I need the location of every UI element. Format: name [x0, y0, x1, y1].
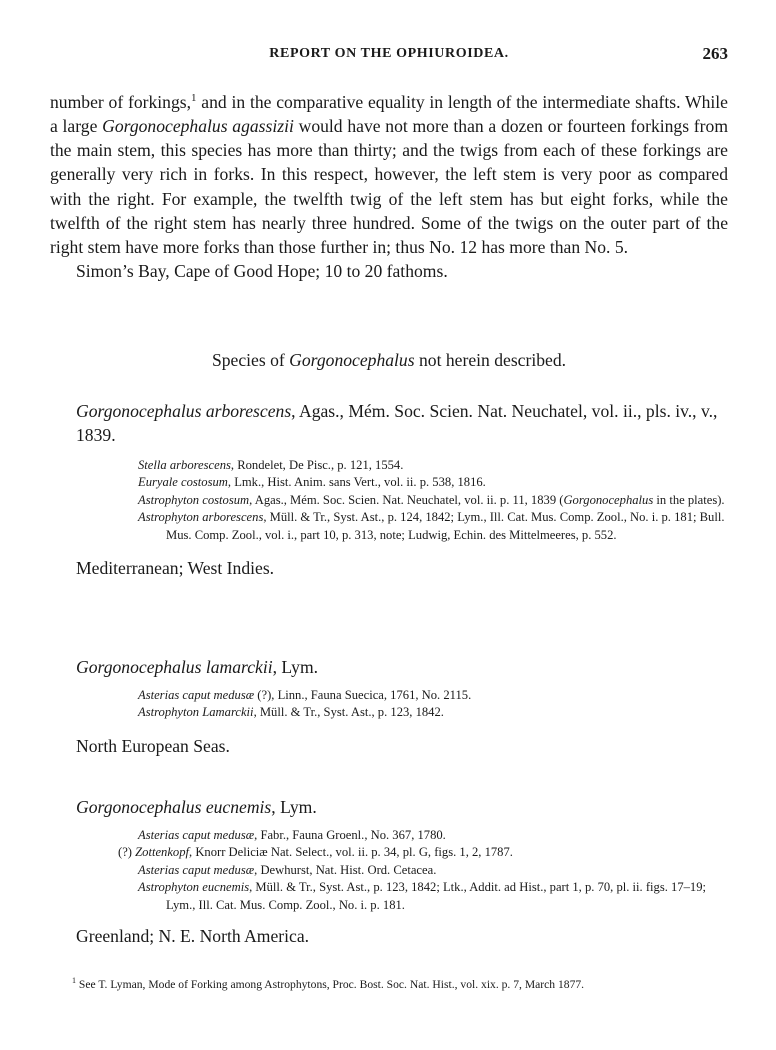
- species-authority: , Lym.: [272, 657, 319, 677]
- section-heading-genus: Gorgonocephalus: [289, 350, 415, 370]
- synonym-citation: , Dewhurst, Nat. Hist. Ord. Cetacea.: [254, 862, 437, 877]
- synonym-entry: [118, 844, 728, 861]
- synonym-entry: [138, 827, 728, 844]
- intro-text-a: number of forkings,: [50, 91, 192, 112]
- synonym-entry: [138, 687, 728, 704]
- species-entry-eucnemis: [50, 795, 728, 948]
- synonym-name: Astrophyton arborescens: [138, 510, 264, 525]
- synonym-citation: , Knorr Deliciæ Nat. Select., vol. ii. p. 34, pl. G, figs. 1, 2, 1787.: [189, 845, 513, 860]
- species-name: Gorgonocephalus eucnemis: [76, 797, 272, 817]
- species-authority: , Lym.: [271, 797, 317, 817]
- species-heading: [50, 795, 728, 819]
- synonym-name: Asterias caput medusæ: [138, 828, 255, 842]
- synonym-citation: , Müll. & Tr., Syst. Ast., p. 124, 1842; Lym., Ill. Cat. Mus. Comp. Zool., No. i. p. 181; Bull. Mus. Comp. Zool., vol. i., part 10, p. 313, note; Ludwig, Echin. des Mittelmeeres, p. 552.: [166, 510, 725, 542]
- intro-text-c: would have not more than a dozen or fourteen forkings from the main stem, this species has more than thirty; and the twigs from each of these forkings are generally very rich in forks. In this respect, however, the left stem is very poor as compared with the right. For example, the twelfth twig of the left stem has but eight forks, while the twelfth of the right stem has nearly three hundred. Some of the twigs on the outer part of the right stem have more forks than those further in; thus No. 12 has more than No. 5.: [50, 116, 729, 258]
- running-title: REPORT ON THE OPHIUROIDEA.: [269, 46, 509, 61]
- synonym-name: Zottenkopf: [135, 845, 190, 860]
- synonym-name: Asterias caput medusæ: [138, 688, 255, 702]
- species-name: Gorgonocephalus arborescens: [76, 401, 292, 421]
- species-ref-agassizii: Gorgonocephalus agassizii: [102, 116, 294, 137]
- footnote-mark: 1: [72, 976, 76, 985]
- synonym-entry: [138, 862, 728, 879]
- section-heading-pre: Species of: [211, 350, 290, 370]
- synonym-name: Astrophyton eucnemis: [138, 880, 250, 895]
- synonymy-list: [118, 827, 728, 914]
- synonym-name: Euryale costosum: [138, 475, 228, 490]
- synonym-entry: [138, 492, 728, 509]
- synonymy-list: [138, 457, 728, 544]
- distribution: North European Seas.: [76, 735, 230, 756]
- synonym-entry: [138, 879, 728, 914]
- species-entry-arborescens: [50, 399, 728, 580]
- section-heading-post: not herein described.: [414, 350, 567, 370]
- synonym-citation: , Agas., Mém. Soc. Scien. Nat. Neuchatel, vol. ii. p. 11, 1839 (: [249, 492, 564, 507]
- intro-paragraph: [50, 86, 728, 259]
- section-heading: [50, 350, 728, 371]
- page-number: 263: [702, 44, 728, 63]
- synonym-name: Astrophyton Lamarckii: [138, 705, 254, 720]
- synonym-entry: [138, 704, 728, 721]
- footnote-text: See T. Lyman, Mode of Forking among Astrophytons, Proc. Bost. Soc. Nat. Hist., vol. xix. p. 7, March 1877.: [76, 977, 585, 991]
- synonym-entry: [138, 474, 728, 491]
- distribution: Greenland; N. E. North America.: [76, 926, 310, 947]
- synonym-citation: , Fabr., Fauna Groenl., No. 367, 1780.: [254, 828, 446, 842]
- species-heading: [50, 655, 728, 679]
- synonym-citation-end: in the plates).: [653, 492, 725, 507]
- synonym-name: Stella arborescens: [138, 458, 231, 472]
- synonym-entry: [138, 457, 728, 474]
- synonym-note-genus: Gorgonocephalus: [563, 492, 654, 507]
- footnote: [72, 976, 712, 991]
- locality: Simon’s Bay, Cape of Good Hope; 10 to 20 fathoms.: [76, 261, 448, 282]
- synonym-name: Asterias caput medusæ: [138, 862, 255, 877]
- page-header: [50, 46, 728, 70]
- synonym-citation: , Lmk., Hist. Anim. sans Vert., vol. ii. p. 538, 1816.: [227, 475, 486, 490]
- species-heading: [50, 399, 728, 447]
- synonym-citation: (?), Linn., Fauna Suecica, 1761, No. 2115.: [254, 688, 472, 702]
- synonym-name: Astrophyton costosum: [138, 492, 250, 507]
- species-name: Gorgonocephalus lamarckii: [76, 657, 273, 677]
- intro-text: [50, 86, 728, 283]
- synonym-entry: [138, 509, 728, 544]
- synonym-citation: , Rondelet, De Pisc., p. 121, 1554.: [230, 458, 404, 472]
- synonym-query-mark: (?): [118, 845, 136, 860]
- distribution: Mediterranean; West Indies.: [76, 558, 275, 579]
- footnote-ref: 1: [191, 92, 197, 104]
- species-entry-lamarckii: [50, 655, 728, 758]
- synonym-citation: , Müll. & Tr., Syst. Ast., p. 123, 1842.: [253, 705, 444, 720]
- synonymy-list: [138, 687, 728, 722]
- intro-text-b: and in the comparative equality in length of the intermediate shafts. While a large: [50, 91, 728, 137]
- synonym-citation: , Müll. & Tr., Syst. Ast., p. 123, 1842; Ltk., Addit. ad Hist., part 1, p. 70, pl. ii. figs. 17–19; Lym., Ill. Cat. Mus. Comp. Zool., No. i. p. 181.: [166, 880, 707, 912]
- species-authority: , Agas., Mém. Soc. Scien. Nat. Neuchatel, vol. ii., pls. iv., v., 1839.: [76, 401, 718, 445]
